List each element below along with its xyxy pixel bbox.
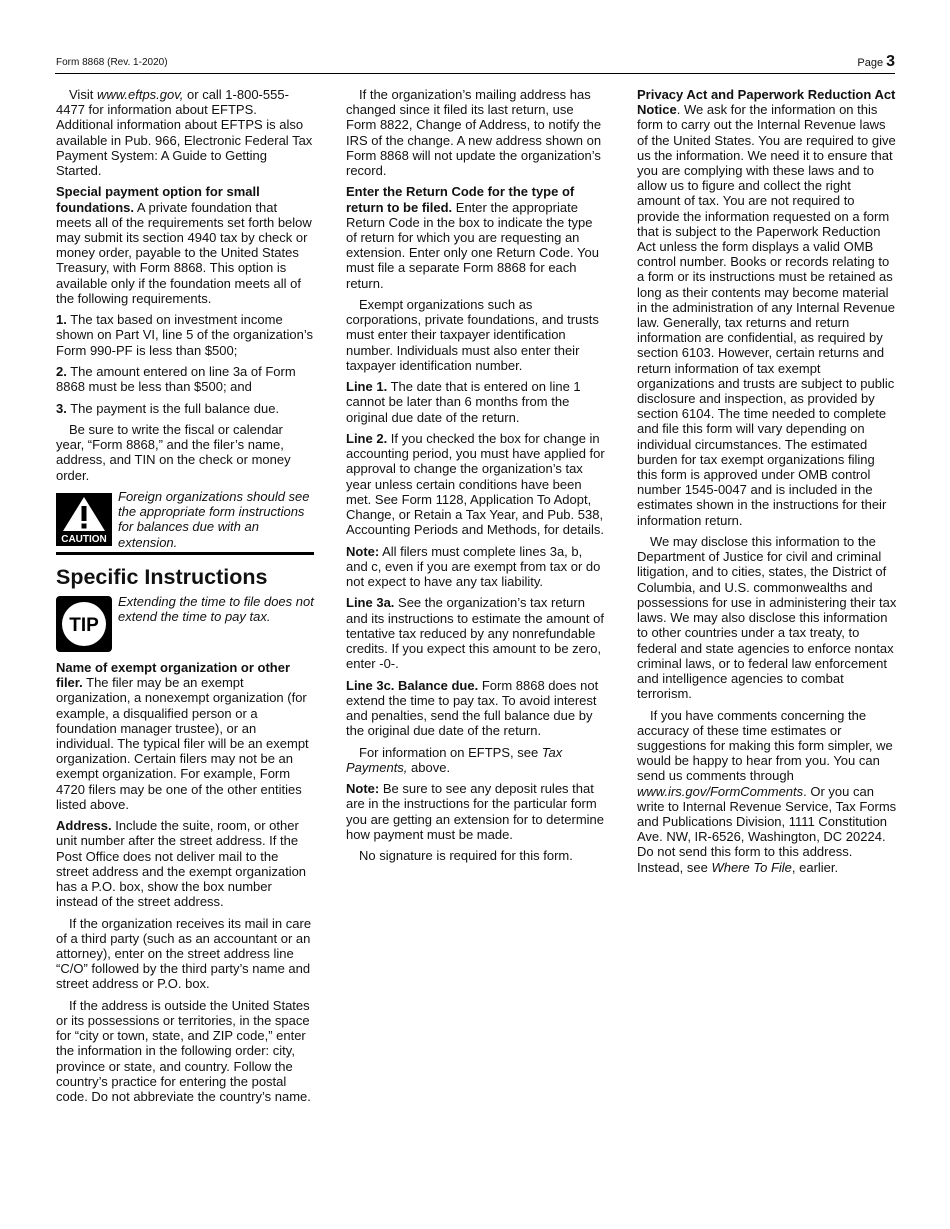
third-party-paragraph: If the organization receives its mail in care of a third party (such as an accountant or an attorney), enter on the street address line “C/O” followed by the third party’s name and street address or P.O. box. [56, 915, 312, 992]
caution-label: CAUTION [61, 534, 107, 545]
foreign-address-paragraph: If the address is outside the United States or its possessions or territories, in the space for “city or town, state, and ZIP code,” enter the information in the following order: city, province or state, and country. Follow the country’s practice for entering the postal code. Do not abbreviate the country’s name. [56, 997, 311, 1105]
comments-paragraph: If you have comments concerning the accuracy of these time estimates or suggestions for making this form simpler, we would be happy to hear from you. You can send us comments through www.irs.gov/FormComments. Or you can write to Internal Revenue Service, Tax Forms and Publications Division, 1111 Constitution Ave. NW, IR-6526, Washington, DC 20224. Do not send this form to this address. Instead, see Where To File, earlier. [637, 707, 897, 875]
note-filers-paragraph: Note: All filers must complete lines 3a, b, and c, even if you are exempt from tax or do not expect to have any tax liability. [346, 543, 601, 590]
section-heading: Specific Instructions [56, 565, 268, 589]
column-left [56, 87, 314, 1110]
address-paragraph: Address. Include the suite, room, or other unit number after the street address. If the Post Office does not deliver mail to the street address and the exempt organization has a P.O. box, show the box number instead of the street address. [56, 818, 307, 910]
page-indicator [857, 53, 895, 71]
deposit-note-paragraph: Note: Be sure to see any deposit rules that are in the instructions for the particular form you are getting an extension for to determine how payment must be made. [346, 781, 604, 842]
requirement-item-3: 3. The payment is the full balance due. [56, 400, 280, 416]
signature-paragraph: No signature is required for this form. [359, 848, 573, 864]
column-middle [346, 87, 606, 870]
tip-text: Extending the time to file does not extend the time to pay tax. [118, 594, 314, 625]
name-of-filer-heading: Name of exempt organization or other filer. [56, 660, 291, 691]
where-to-file-reference: Where To File [711, 859, 792, 875]
form-identifier: Form 8868 (Rev. 1-2020) [56, 57, 168, 68]
tip-label: TIP [69, 615, 99, 636]
taxpayer-id-paragraph: Exempt organizations such as corporations, private foundations, and trusts must enter their taxpayer identification number. Individuals must also enter their taxpayer identification number. [346, 297, 599, 373]
page-number: 3 [886, 53, 895, 70]
mailing-address-paragraph: If the organization’s mailing address has changed since it filed its last return, use Form 8822, Change of Address, to notify the IRS of the change. A new address shown on Form 8868 will not update the organization’s record. [346, 87, 602, 179]
line-2-paragraph: Line 2. If you checked the box for change in accounting period, you must have applied for approval to change the organization’s tax year unless certain conditions have been met. See Form 1128, Application To Adopt, Change, or Retain a Tax Year, and Pub. 538, Accounting Periods and Methods, for details. [346, 431, 605, 538]
page-label: Page [857, 57, 884, 69]
eftps-link: www.eftps.gov, [96, 87, 184, 102]
special-payment-heading: Special payment option for small foundations. [56, 184, 260, 215]
column-right [637, 87, 897, 881]
form-comments-link: www.irs.gov/FormComments [637, 783, 804, 799]
special-payment-paragraph: Special payment option for small foundations. A private foundation that meets all of the requirements set forth below may submit its section 4940 tax by check or money order, payable to the United States Treasury, with Form 8868. This option is available only if the foundation meets all of the following requirements. [56, 184, 312, 306]
line-3a-paragraph: Line 3a. See the organization’s tax return and its instructions to estimate the amount of tentative tax reduced by any nonrefundable credits. If you expect this amount to be zero, enter -0-. [346, 595, 604, 672]
privacy-act-heading: Privacy Act and Paperwork Reduction Act Notice [637, 87, 896, 118]
return-code-heading: Enter the Return Code for the type of return to be filed. [346, 184, 575, 215]
note-heading: Note: [346, 781, 380, 797]
line-2-heading: Line 2. [346, 431, 388, 447]
caution-text: Foreign organizations should see the appropriate form instructions for balances due with an extension. [118, 489, 310, 550]
name-of-filer-paragraph: Name of exempt organization or other filer. The filer may be an exempt organization, a nonexempt organization (for example, a disqualified person or a foundation manager trustee), or an individual. The typical filer will be an exempt organization. Certain filers may not be an exempt organization. For example, Form 4720 filers may be one of the other entities listed above. [56, 660, 309, 812]
tip-note [56, 594, 314, 655]
line-3c-heading: Line 3c. Balance due. [346, 677, 479, 693]
check-instructions-paragraph: Be sure to write the fiscal or calendar year, “Form 8868,” and the filer’s name, address, and TIN on the check or money order. [56, 422, 291, 483]
eftps-paragraph: Visit www.eftps.gov, or call 1-800-555-4477 for information about EFTPS. Additional information about EFTPS is also available in Pub. 966, Electronic Federal Tax Payment System: A Guide to Getting Started. [56, 87, 313, 179]
requirement-item-1: 1. The tax based on investment income shown on Part VI, line 5 of the organization’s Form 990-PF is less than $500; [56, 312, 314, 358]
tip-icon [56, 596, 112, 652]
page-header [55, 53, 895, 74]
privacy-act-paragraph: Privacy Act and Paperwork Reduction Act Notice. We ask for the information on this form to carry out the Internal Revenue laws of the United States. You are required to give us the information. We need it to ensure that you are complying with these laws and to allow us to figure and collect the right amount of tax. You are not required to provide the information requested on a form that is subject to the Paperwork Reduction Act unless the form displays a valid OMB control number. Books or records relating to a form or its instructions must be retained as long as their contents may become material in the administration of any Internal Revenue law. Generally, tax returns and return information are confidential, as required by section 6103. However, certain returns and return information of tax exempt organizations and trusts are subject to public disclosure and inspection, as provided by section 6104. The time needed to complete and file this form will vary depending on individual circumstances. The estimated burden for tax exempt organizations filing this form is approved under OMB control number 1545-0047 and is included in the estimates shown in the instructions for their information return. [637, 87, 896, 528]
caution-icon [56, 493, 112, 546]
line-3c-paragraph: Line 3c. Balance due. Form 8868 does not extend the time to pay tax. To avoid interest and penalties, send the full balance due by the original due date of the return. [346, 677, 599, 739]
note-heading: Note: [346, 543, 380, 559]
eftps-reference-paragraph: For information on EFTPS, see Tax Payments, above. [346, 744, 563, 775]
requirement-item-2: 2. The amount entered on line 3a of Form 8868 must be less than $500; and [56, 364, 296, 395]
caution-note [56, 489, 314, 555]
line-1-paragraph: Line 1. The date that is entered on line 1 cannot be later than 6 months from the original due date of the return. [346, 379, 581, 425]
return-code-paragraph: Enter the Return Code for the type of return to be filed. Enter the appropriate Return Code in the box to indicate the type of return for which you are requesting an extension. Enter only one Return Code. You must file a separate Form 8868 for each return. [346, 184, 599, 291]
disclosure-paragraph: We may disclose this information to the Department of Justice for civil and criminal litigation, and to cities, states, the District of Columbia, and U.S. commonwealths and possessions for use in administering their tax laws. We may also disclose this information to other countries under a tax treaty, to federal and state agencies to enforce nontax criminal laws, or to federal law enforcement and intelligence agencies to combat terrorism. [637, 534, 897, 702]
tax-payments-reference: Tax Payments, [346, 744, 563, 775]
address-heading: Address. [56, 818, 112, 834]
line-1-heading: Line 1. [346, 379, 388, 395]
line-3a-heading: Line 3a. [346, 595, 395, 611]
